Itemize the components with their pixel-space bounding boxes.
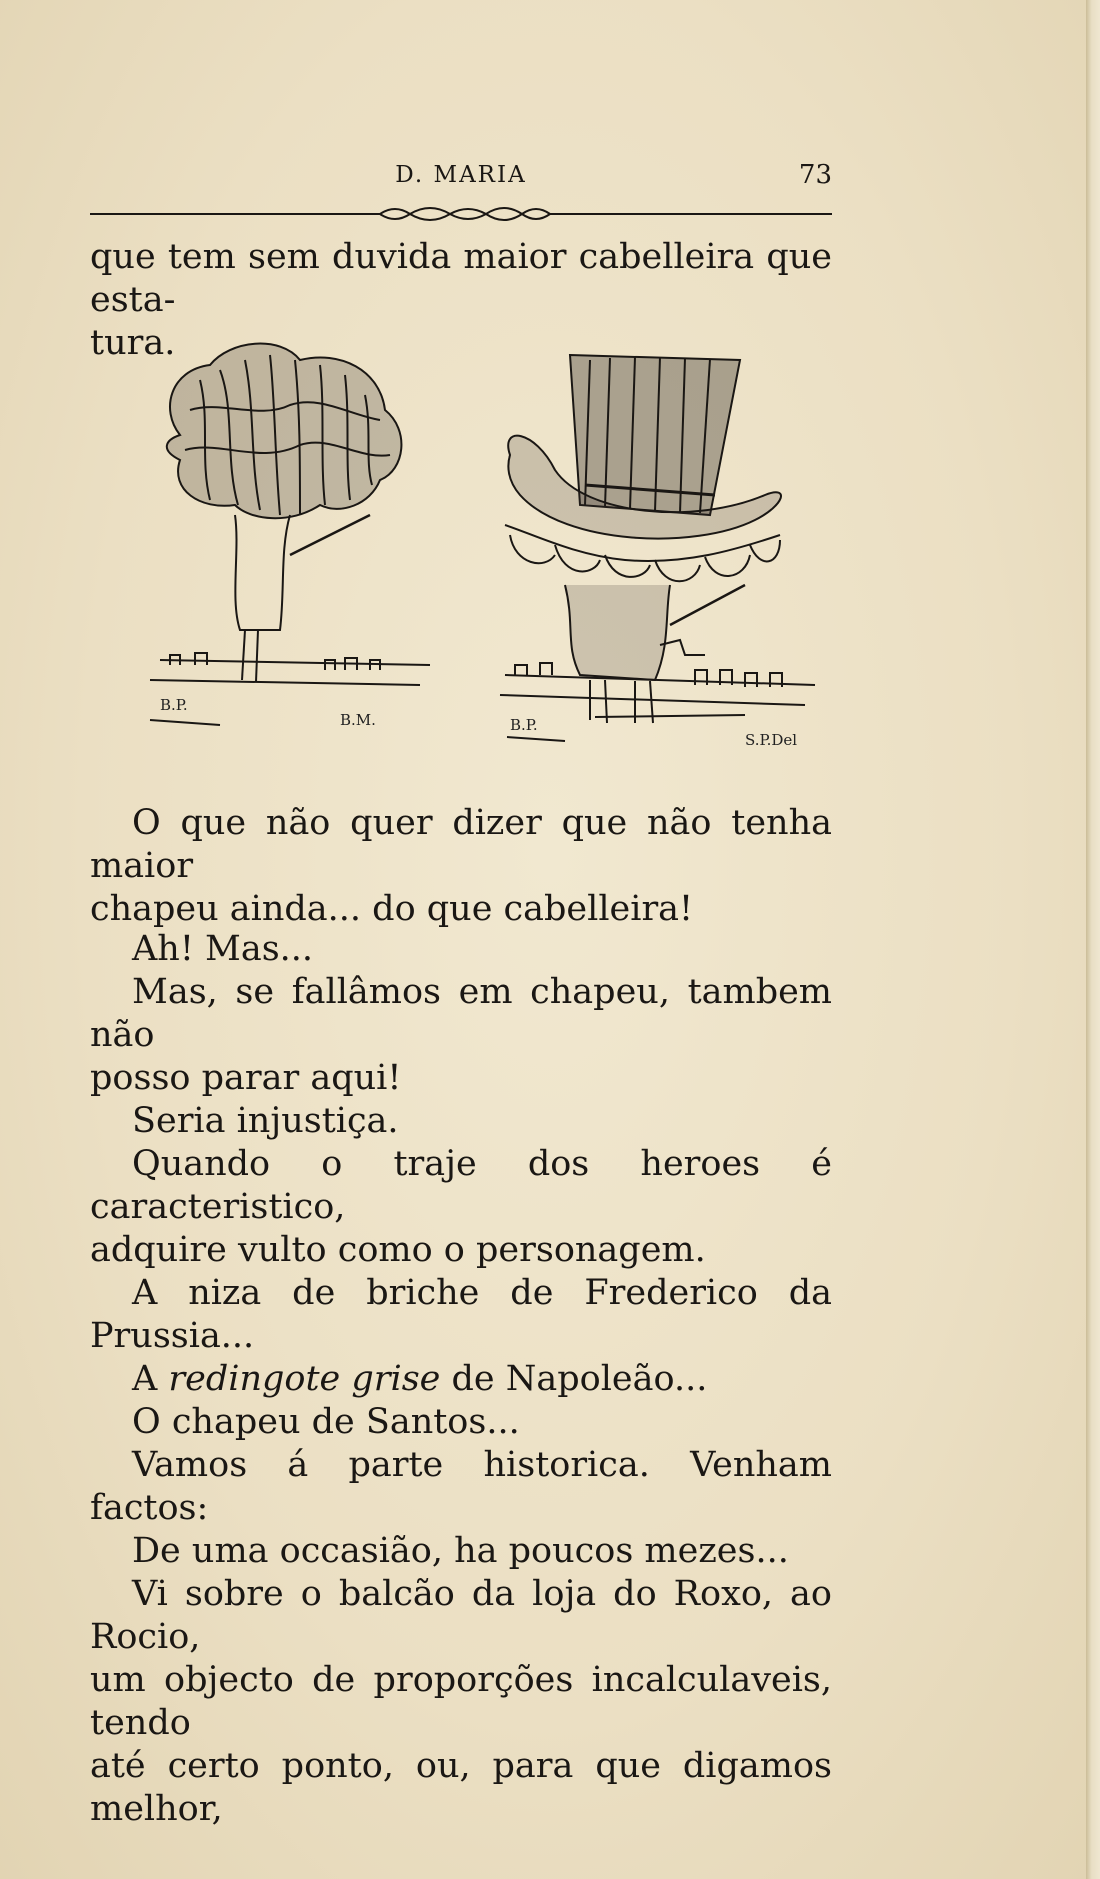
text-line: tura. — [90, 323, 176, 363]
signature-text: B.P. — [510, 716, 538, 734]
top-hat-figure-illustration — [495, 345, 825, 750]
text-span: A — [132, 1359, 169, 1399]
signature-text: S.P.Del — [745, 731, 798, 749]
text-line: Mas, se fallâmos em chapeu, tambem não — [90, 972, 832, 1055]
text-line: A niza de briche de Frederico da Prussia... — [90, 1273, 832, 1356]
text-line: De uma occasião, ha poucos mezes... — [132, 1531, 789, 1571]
text-line: até certo ponto, ou, para que digamos melhor, — [90, 1746, 832, 1829]
ornamental-rule — [90, 200, 832, 230]
text-line: Vamos á parte historica. Venham factos: — [90, 1445, 832, 1528]
running-head: D. MARIA — [395, 162, 527, 188]
wig-figure-illustration — [140, 340, 440, 750]
text-line — [90, 1358, 832, 1401]
page-header — [90, 162, 832, 192]
text-line: O chapeu de Santos... — [132, 1402, 520, 1442]
page-edge — [1086, 0, 1100, 1879]
signature-text: B.P. — [160, 696, 188, 714]
text-span: de Napoleão... — [440, 1359, 708, 1399]
text-line: Vi sobre o balcão da loja do Roxo, ao Rocio, — [90, 1574, 832, 1657]
italic-text: redingote grise — [168, 1359, 441, 1399]
paragraph-block — [90, 928, 832, 1831]
text-line: O que não quer dizer que não tenha maior — [90, 803, 832, 886]
text-line: posso parar aqui! — [90, 1058, 402, 1098]
text-line: que tem sem duvida maior cabelleira que esta- — [90, 237, 832, 320]
text-line: adquire vulto como o personagem. — [90, 1230, 706, 1270]
signature-text: B.M. — [340, 711, 376, 729]
text-line: Seria injustiça. — [132, 1101, 399, 1141]
text-line: chapeu ainda... do que cabelleira! — [90, 889, 694, 929]
paragraph-2 — [90, 802, 832, 931]
text-line: um objecto de proporções incalculaveis, tendo — [90, 1660, 832, 1743]
text-line: Quando o traje dos heroes é caracteristico, — [90, 1144, 832, 1227]
text-line: Ah! Mas... — [132, 929, 314, 969]
page-number: 73 — [798, 160, 832, 190]
